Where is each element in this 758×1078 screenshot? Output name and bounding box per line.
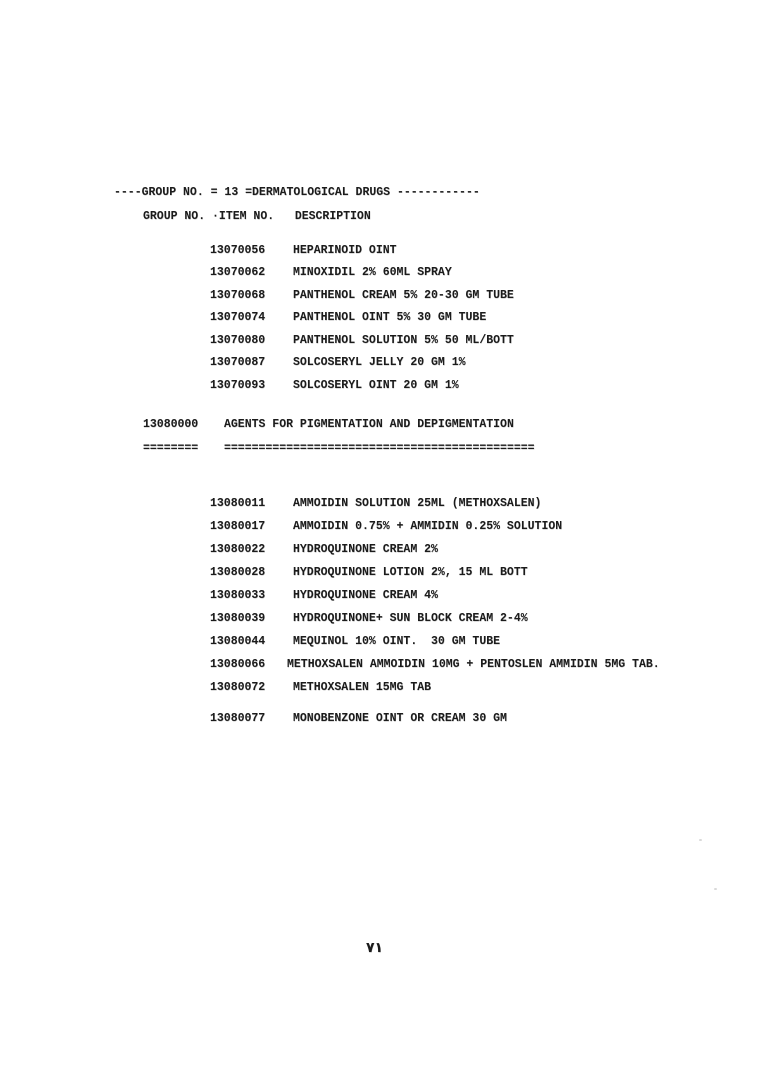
table-row <box>0 244 758 258</box>
item-description: MONOBENZONE OINT OR CREAM 30 GM <box>293 712 507 725</box>
table-row <box>0 311 758 325</box>
item-number: 13080066 <box>210 658 266 671</box>
item-number: 13080039 <box>210 612 266 625</box>
table-row <box>0 681 758 695</box>
item-description: HYDROQUINONE CREAM 2% <box>293 543 438 556</box>
item-number: 13080044 <box>210 635 266 648</box>
section-underline <box>0 442 758 456</box>
table-row <box>0 543 758 557</box>
table-row <box>0 266 758 280</box>
item-number: 13070056 <box>210 244 266 257</box>
item-description: HYDROQUINONE+ SUN BLOCK CREAM 2-4% <box>293 612 528 625</box>
table-row <box>0 658 758 672</box>
table-row <box>0 497 758 511</box>
item-number: 13080033 <box>210 589 266 602</box>
item-description: MINOXIDIL 2% 60ML SPRAY <box>293 266 452 279</box>
item-description: SOLCOSERYL JELLY 20 GM 1% <box>293 356 466 369</box>
scan-speck <box>699 839 702 841</box>
item-description: PANTHENOL SOLUTION 5% 50 ML/BOTT <box>293 334 514 347</box>
item-number: 13070062 <box>210 266 266 279</box>
section-title: AGENTS FOR PIGMENTATION AND DEPIGMENTATION <box>224 418 514 431</box>
item-description: AMMOIDIN 0.75% + AMMIDIN 0.25% SOLUTION <box>293 520 563 533</box>
table-row <box>0 334 758 348</box>
page-number: ٧١ <box>366 940 384 956</box>
item-number: 13080072 <box>210 681 266 694</box>
item-description: PANTHENOL CREAM 5% 20-30 GM TUBE <box>293 289 514 302</box>
item-description: METHOXSALEN 15MG TAB <box>293 681 432 694</box>
item-number: 13070068 <box>210 289 266 302</box>
table-row <box>0 520 758 534</box>
table-row <box>0 635 758 649</box>
section-title-underline: ============================================= <box>224 442 535 455</box>
item-description: METHOXSALEN AMMOIDIN 10MG + PENTOSLEN AMMIDIN 5MG TAB. <box>287 658 660 671</box>
item-number: 13070080 <box>210 334 266 347</box>
item-number: 13080017 <box>210 520 266 533</box>
item-number: 13080028 <box>210 566 266 579</box>
table-row <box>0 589 758 603</box>
table-row <box>0 612 758 626</box>
section-group-number: 13080000 <box>143 418 199 431</box>
table-row <box>0 712 758 726</box>
group-header-line: ----GROUP NO. = 13 =DERMATOLOGICAL DRUGS ------------ <box>114 186 480 199</box>
item-number: 13080011 <box>210 497 266 510</box>
table-row <box>0 379 758 393</box>
item-number: 13080077 <box>210 712 266 725</box>
item-description: HYDROQUINONE LOTION 2%, 15 ML BOTT <box>293 566 528 579</box>
scan-speck <box>714 888 717 890</box>
item-number: 13070087 <box>210 356 266 369</box>
item-description: SOLCOSERYL OINT 20 GM 1% <box>293 379 459 392</box>
item-number: 13070074 <box>210 311 266 324</box>
item-description: HYDROQUINONE CREAM 4% <box>293 589 438 602</box>
section-header <box>0 418 758 432</box>
item-description: AMMOIDIN SOLUTION 25ML (METHOXSALEN) <box>293 497 542 510</box>
item-number: 13070093 <box>210 379 266 392</box>
columns-header: GROUP NO. ·ITEM NO. DESCRIPTION <box>143 210 371 223</box>
item-description: PANTHENOL OINT 5% 30 GM TUBE <box>293 311 487 324</box>
table-row <box>0 289 758 303</box>
item-description: HEPARINOID OINT <box>293 244 397 257</box>
section-group-underline: ======== <box>143 442 199 455</box>
table-row <box>0 356 758 370</box>
item-number: 13080022 <box>210 543 266 556</box>
table-row <box>0 566 758 580</box>
item-description: MEQUINOL 10% OINT. 30 GM TUBE <box>293 635 501 648</box>
